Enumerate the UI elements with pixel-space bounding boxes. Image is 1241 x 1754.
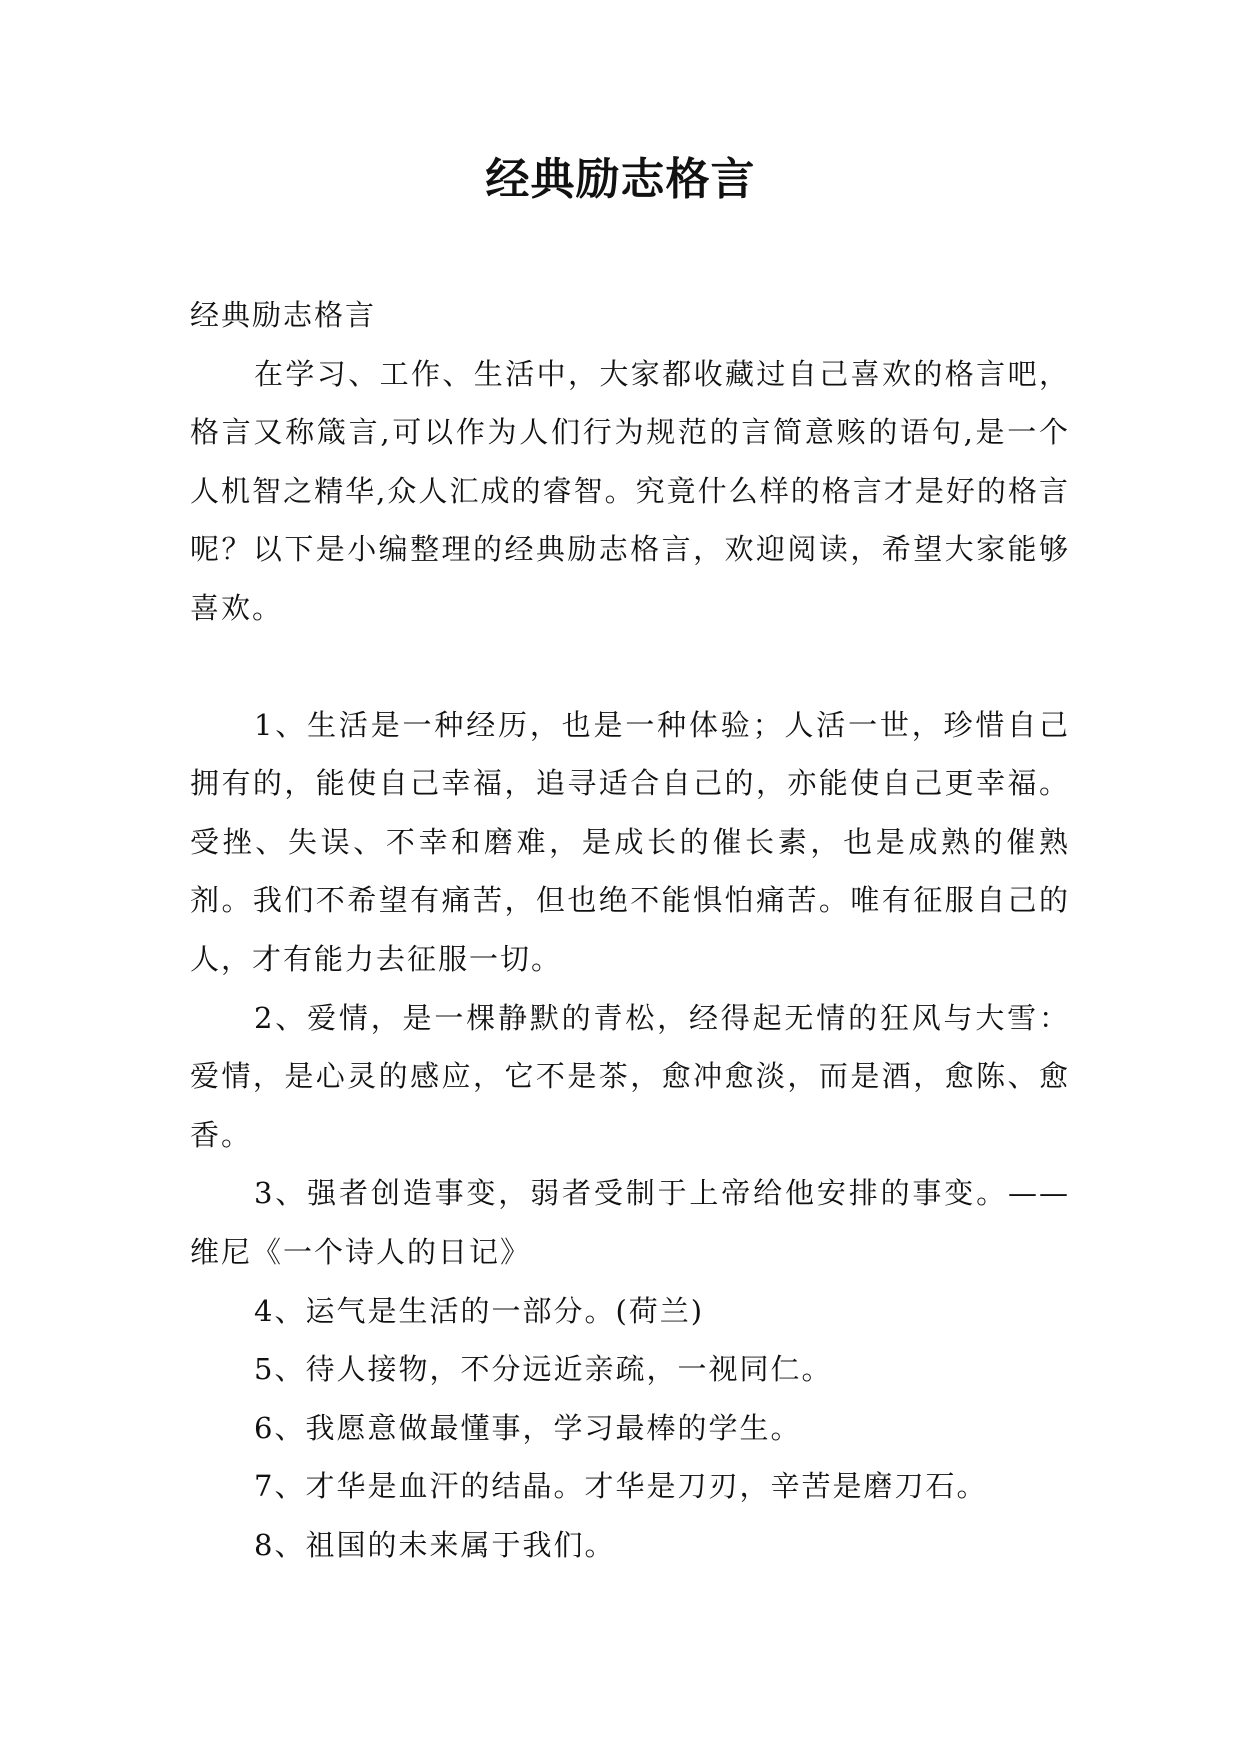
quote-item: 8、祖国的未来属于我们。 [254, 1527, 616, 1562]
document-body [190, 286, 1070, 1574]
quote-item: 4、运气是生活的一部分。(荷兰) [254, 1293, 705, 1328]
quote-item: 3、强者创造事变，弱者受制于上帝给他安排的事变。——维尼《一个诗人的日记》 [190, 1176, 1070, 1269]
paragraph-spacer [190, 638, 1070, 696]
quote-item: 7、才华是血汗的结晶。才华是刀刃，辛苦是磨刀石。 [254, 1469, 988, 1504]
quote-item: 1、生活是一种经历，也是一种体验；人活一世，珍惜自己拥有的，能使自己幸福，追寻适合自己的，亦能使自己更幸福。受挫、失误、不幸和磨难，是成长的催长素，也是成熟的催熟剂。我们不希望有痛苦，但也绝不能惧怕痛苦。唯有征服自己的人，才有能力去征服一切。 [190, 707, 1070, 976]
quote-item: 6、我愿意做最懂事，学习最棒的学生。 [254, 1410, 802, 1445]
section-heading: 经典励志格言 [190, 298, 377, 332]
quote-item: 2、爱情，是一棵静默的青松，经得起无情的狂风与大雪：爱情，是心灵的感应，它不是茶，愈冲愈淡，而是酒，愈陈、愈香。 [190, 1000, 1070, 1152]
page-title: 经典励志格言 [485, 154, 756, 205]
quote-item: 5、待人接物，不分远近亲疏，一视同仁。 [254, 1352, 833, 1387]
intro-paragraph: 在学习、工作、生活中，大家都收藏过自己喜欢的格言吧，格言又称箴言,可以作为人们行为规范的言简意赅的语句,是一个人机智之精华,众人汇成的睿智。究竟什么样的格言才是好的格言呢？以下是小编整理的经典励志格言，欢迎阅读，希望大家能够喜欢。 [190, 356, 1070, 625]
